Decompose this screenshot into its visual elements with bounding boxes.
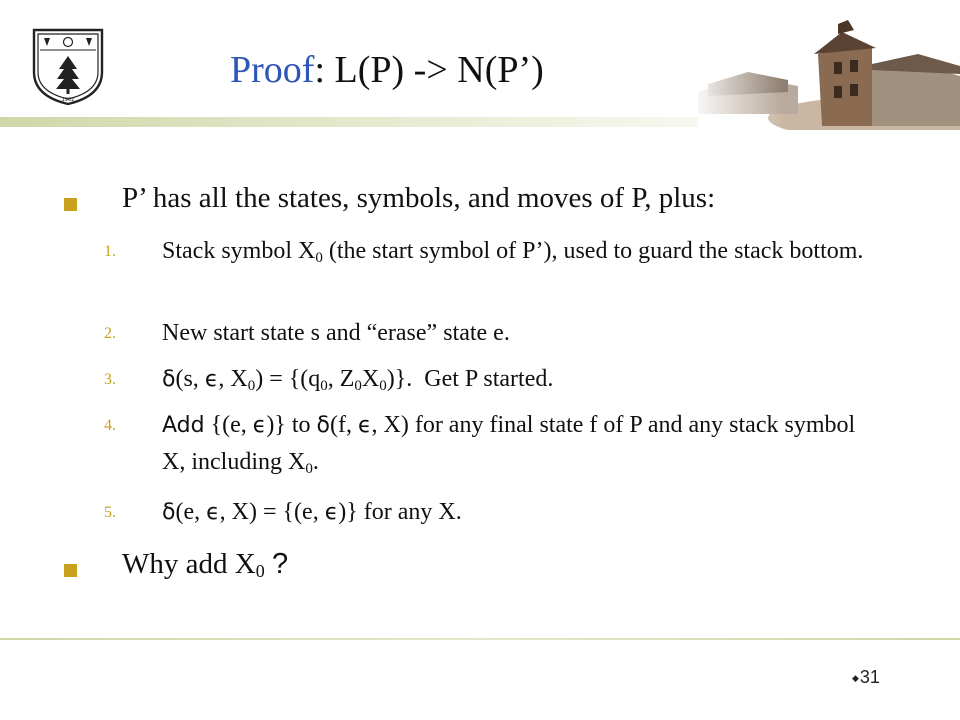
item-number: 4.	[104, 417, 116, 434]
diamond-icon: ◆	[852, 673, 859, 683]
page-number	[852, 667, 880, 688]
university-logo	[28, 26, 108, 106]
item-number: 5.	[104, 504, 116, 521]
bullet-marker	[64, 198, 77, 211]
item-stack-symbol: Stack symbol $X_0$ (the start symbol of P’), used to guard the stack bottom.	[162, 238, 864, 266]
item-new-states: New start state s and “erase” state e.	[162, 320, 510, 346]
footer-divider	[0, 638, 960, 640]
item-number: 2.	[104, 325, 116, 342]
bullet-intro: P’ has all the states, symbols, and moves of P, plus:	[122, 182, 716, 214]
header-divider	[0, 117, 698, 127]
header-photo	[688, 14, 960, 130]
title-statement: : L(P) -> N(P’)	[314, 49, 544, 91]
item-number: 3.	[104, 371, 116, 388]
item-start-move: δ(s, ϵ, $X_0) = \{(q_0$, $Z_0X_0$)}. Get P started.	[162, 366, 554, 394]
slide-title	[230, 48, 544, 92]
bullet-marker	[64, 564, 77, 577]
item-erase-loop: δ(e, ϵ, X) = {(e, ϵ)} for any X.	[162, 499, 462, 525]
bullet-question: Why add $X_0$ ?	[122, 548, 289, 581]
logo-year: 1902	[61, 97, 75, 103]
page-number-value: 31	[859, 667, 880, 687]
item-erase-move: Add {(e, ϵ)} to δ(f, ϵ, X) for any final state f of P and any stack symbol X, including $X_0$.	[162, 412, 856, 477]
title-proof-word: Proof	[230, 49, 315, 91]
item-number: 1.	[104, 243, 116, 260]
